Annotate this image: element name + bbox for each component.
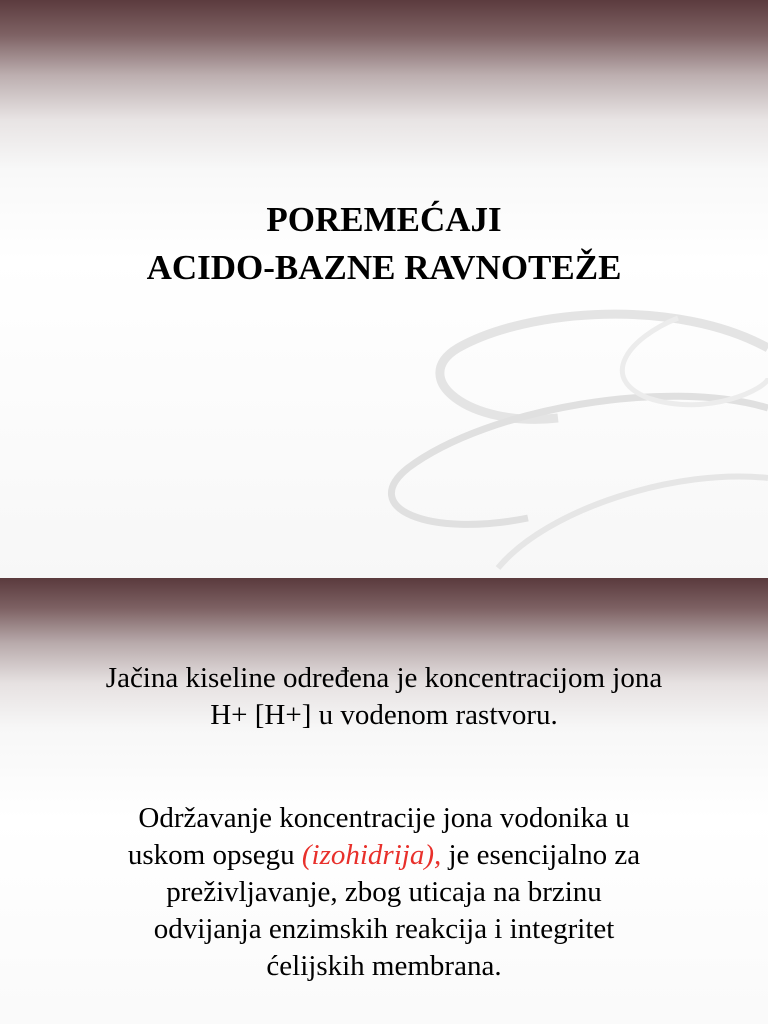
title-line-2: ACIDO-BAZNE RAVNOTEŽE xyxy=(146,248,622,287)
slide-title xyxy=(0,196,768,292)
slide-2 xyxy=(0,578,768,1024)
title-line-1: POREMEĆAJI xyxy=(266,200,502,239)
izohidrija-highlight: (izohidrija), xyxy=(301,839,442,871)
para2-line-1: Održavanje koncentracije jona vodonika u xyxy=(138,802,630,834)
para1-line-2: H+ [H+] u vodenom rastvoru. xyxy=(210,699,558,731)
paragraph-isohydria xyxy=(0,800,768,985)
paragraph-acid-strength xyxy=(0,660,768,734)
para2-line-3: preživljavanje, zbog uticaja na brzinu xyxy=(166,876,602,908)
para2-line-2-post: je esencijalno za xyxy=(441,839,641,871)
para2-line-4: odvijanja enzimskih reakcija i integritet xyxy=(153,913,615,945)
para2-line-2-pre: uskom opsegu xyxy=(127,839,302,871)
decorative-swoosh xyxy=(348,278,768,578)
para2-line-2 xyxy=(0,837,768,874)
para1-line-1: Jačina kiseline određena je koncentracijom jona xyxy=(105,662,663,694)
para2-line-5: ćelijskih membrana. xyxy=(266,950,502,982)
